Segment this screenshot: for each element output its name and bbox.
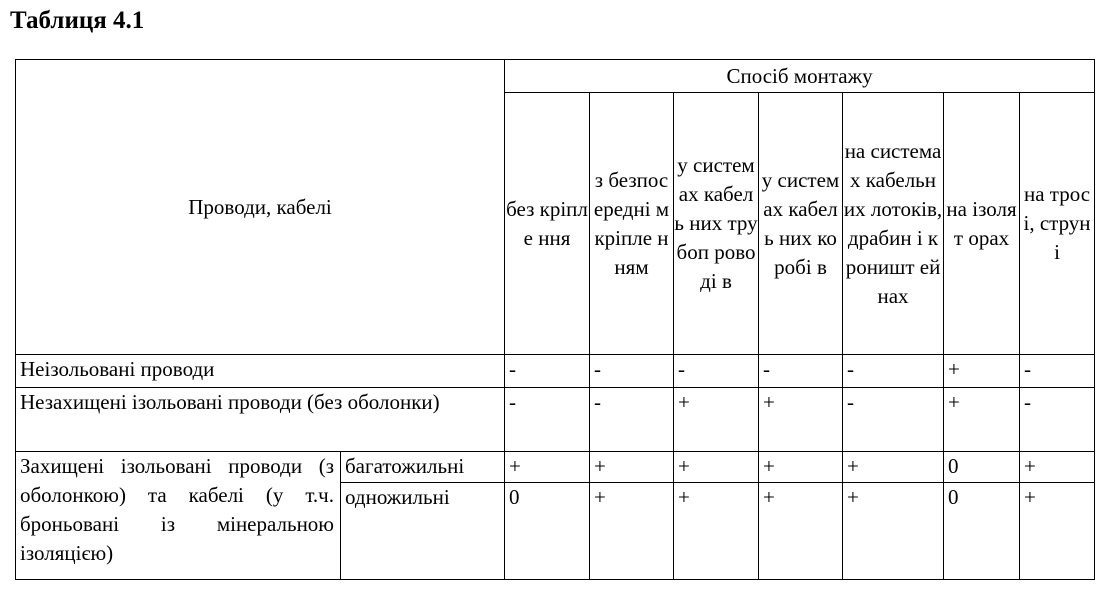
table-cell: + [674, 388, 759, 452]
table-cell: + [674, 483, 759, 580]
column-header: без кріпле ння [505, 93, 590, 355]
table-title: Таблиця 4.1 [10, 7, 145, 34]
table-row [16, 452, 1095, 483]
table-cell: + [843, 483, 944, 580]
table-cell: + [759, 388, 843, 452]
table-cell: + [590, 452, 674, 483]
table-cell: - [505, 355, 590, 388]
table-cell: - [759, 355, 843, 388]
table-cell: + [505, 452, 590, 483]
mounting-methods-table [15, 59, 1095, 580]
table-cell: - [590, 388, 674, 452]
table-cell: + [1020, 452, 1095, 483]
column-header: у систем ах кабель них коробі в [759, 93, 843, 355]
subrow-label: багатожильні [341, 452, 505, 483]
table-cell: + [843, 452, 944, 483]
table-cell: - [505, 388, 590, 452]
table-row [16, 355, 1095, 388]
subrow-label: одножильні [341, 483, 505, 580]
row-label: Захищені ізольовані проводи (з оболонкою) та кабелі (у т.ч. броньовані із мінеральною ізоляцією) [16, 452, 341, 580]
row-header-cell: Проводи, кабелі [16, 60, 505, 355]
row-label: Незахищені ізольовані проводи (без оболонки) [16, 388, 505, 452]
table-cell: - [590, 355, 674, 388]
table-cell: - [1020, 355, 1095, 388]
table-cell: 0 [944, 452, 1020, 483]
table-cell: + [590, 483, 674, 580]
table-cell: + [1020, 483, 1095, 580]
group-header-cell: Спосіб монтажу [505, 60, 1095, 93]
table-cell: + [759, 452, 843, 483]
table-cell: + [944, 388, 1020, 452]
table-cell: + [674, 452, 759, 483]
table-cell: - [843, 355, 944, 388]
table-cell: - [1020, 388, 1095, 452]
row-label: Неізольовані проводи [16, 355, 505, 388]
table-cell: - [843, 388, 944, 452]
column-header: на система х кабельн их лотоків, драбин і кроништ ейнах [843, 93, 944, 355]
column-header: у систем ах кабель них трубоп роводі в [674, 93, 759, 355]
table-cell: - [674, 355, 759, 388]
table-cell: + [944, 355, 1020, 388]
table-row [16, 388, 1095, 452]
column-header: з безпос ередні м кріпле нням [590, 93, 674, 355]
column-header: на тросі, струн і [1020, 93, 1095, 355]
header-row-group [16, 60, 1095, 93]
table-cell: + [759, 483, 843, 580]
column-header: на ізолят орах [944, 93, 1020, 355]
table-cell: 0 [944, 483, 1020, 580]
table-cell: 0 [505, 483, 590, 580]
